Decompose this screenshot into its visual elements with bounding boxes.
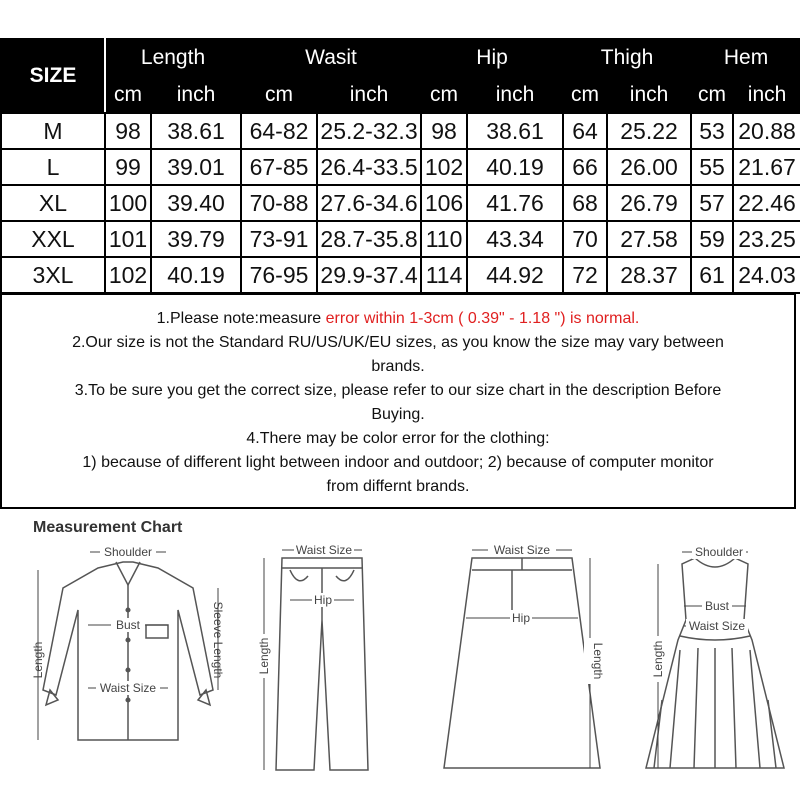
dress-waist-label: Waist Size bbox=[688, 619, 746, 633]
table-cell: 114 bbox=[421, 257, 467, 293]
table-cell: 20.88 bbox=[733, 113, 800, 149]
hip-group-header: Hip bbox=[421, 39, 563, 76]
table-cell: 29.9-37.4 bbox=[317, 257, 421, 293]
table-cell: 22.46 bbox=[733, 185, 800, 221]
table-cell: 73-91 bbox=[241, 221, 317, 257]
table-cell: 40.19 bbox=[151, 257, 241, 293]
table-row bbox=[1, 185, 800, 221]
unit-header: inch bbox=[467, 76, 563, 113]
unit-header: inch bbox=[317, 76, 421, 113]
table-cell: 100 bbox=[105, 185, 151, 221]
dress-length-label: Length bbox=[651, 640, 665, 678]
table-row bbox=[1, 221, 800, 257]
shirt-shoulder-label: Shoulder bbox=[103, 545, 153, 559]
pants-icon bbox=[250, 540, 380, 790]
table-cell: 67-85 bbox=[241, 149, 317, 185]
unit-header: inch bbox=[151, 76, 241, 113]
table-cell: 110 bbox=[421, 221, 467, 257]
dress-diagram bbox=[640, 540, 790, 790]
size-cell: XXL bbox=[1, 221, 105, 257]
length-group-header: Length bbox=[105, 39, 241, 76]
table-cell: 26.00 bbox=[607, 149, 691, 185]
table-cell: 28.37 bbox=[607, 257, 691, 293]
skirt-icon bbox=[432, 540, 612, 790]
skirt-hip-label: Hip bbox=[511, 611, 531, 625]
table-group-header-row bbox=[1, 39, 800, 76]
table-cell: 102 bbox=[421, 149, 467, 185]
unit-header: cm bbox=[563, 76, 607, 113]
size-column-header: SIZE bbox=[1, 39, 105, 113]
table-cell: 27.58 bbox=[607, 221, 691, 257]
table-cell: 70 bbox=[563, 221, 607, 257]
note-5-line-2: from differnt brands. bbox=[326, 478, 470, 495]
unit-header: cm bbox=[691, 76, 733, 113]
table-cell: 40.19 bbox=[467, 149, 563, 185]
shirt-diagram bbox=[28, 540, 228, 790]
table-row bbox=[1, 257, 800, 293]
dress-icon bbox=[640, 540, 790, 790]
pants-waist-label: Waist Size bbox=[295, 543, 353, 557]
table-cell: 38.61 bbox=[467, 113, 563, 149]
unit-header: inch bbox=[607, 76, 691, 113]
shirt-sleeve-label: Sleeve Length bbox=[211, 601, 225, 679]
table-cell: 72 bbox=[563, 257, 607, 293]
measurement-chart-title: Measurement Chart bbox=[33, 519, 183, 536]
table-cell: 23.25 bbox=[733, 221, 800, 257]
size-cell: 3XL bbox=[1, 257, 105, 293]
table-cell: 21.67 bbox=[733, 149, 800, 185]
hem-group-header: Hem bbox=[691, 39, 800, 76]
table-cell: 101 bbox=[105, 221, 151, 257]
table-cell: 57 bbox=[691, 185, 733, 221]
waist-group-header: Wasit bbox=[241, 39, 421, 76]
table-cell: 39.01 bbox=[151, 149, 241, 185]
note-1 bbox=[2, 307, 794, 331]
thigh-group-header: Thigh bbox=[563, 39, 691, 76]
skirt-waist-label: Waist Size bbox=[493, 543, 551, 557]
note-1-highlight: error within 1-3cm ( 0.39" - 1.18 ") is normal. bbox=[325, 310, 640, 327]
table-cell: 44.92 bbox=[467, 257, 563, 293]
table-cell: 25.2-32.3 bbox=[317, 113, 421, 149]
size-cell: L bbox=[1, 149, 105, 185]
note-3-line-2: Buying. bbox=[371, 406, 425, 423]
table-cell: 38.61 bbox=[151, 113, 241, 149]
table-cell: 106 bbox=[421, 185, 467, 221]
table-cell: 41.76 bbox=[467, 185, 563, 221]
note-2-line-1: 2.Our size is not the Standard RU/US/UK/EU sizes, as you know the size may vary between bbox=[72, 334, 724, 351]
table-cell: 25.22 bbox=[607, 113, 691, 149]
table-cell: 24.03 bbox=[733, 257, 800, 293]
table-row bbox=[1, 149, 800, 185]
table-cell: 28.7-35.8 bbox=[317, 221, 421, 257]
pants-length-label: Length bbox=[257, 637, 271, 675]
note-3-line-1: 3.To be sure you get the correct size, please refer to our size chart in the description Before bbox=[74, 382, 722, 399]
pants-diagram bbox=[250, 540, 380, 790]
note-1-text: 1.Please note:measure bbox=[156, 310, 326, 327]
table-row bbox=[1, 113, 800, 149]
note-5-line-1: 1) because of different light between indoor and outdoor; 2) because of computer monitor bbox=[82, 454, 714, 471]
table-cell: 39.79 bbox=[151, 221, 241, 257]
table-cell: 76-95 bbox=[241, 257, 317, 293]
skirt-length-label: Length bbox=[591, 642, 605, 680]
unit-header: cm bbox=[421, 76, 467, 113]
note-4: 4.There may be color error for the clothing: bbox=[246, 430, 550, 447]
table-cell: 64 bbox=[563, 113, 607, 149]
unit-header: cm bbox=[105, 76, 151, 113]
table-cell: 68 bbox=[563, 185, 607, 221]
table-cell: 102 bbox=[105, 257, 151, 293]
shirt-bust-label: Bust bbox=[115, 618, 141, 632]
unit-header: inch bbox=[733, 76, 800, 113]
table-cell: 55 bbox=[691, 149, 733, 185]
table-cell: 61 bbox=[691, 257, 733, 293]
note-2-line-2: brands. bbox=[371, 358, 425, 375]
table-cell: 98 bbox=[105, 113, 151, 149]
shirt-waist-label: Waist Size bbox=[99, 681, 157, 695]
size-cell: M bbox=[1, 113, 105, 149]
table-cell: 59 bbox=[691, 221, 733, 257]
notes-box bbox=[0, 293, 796, 509]
size-table bbox=[0, 38, 800, 294]
table-cell: 99 bbox=[105, 149, 151, 185]
table-cell: 53 bbox=[691, 113, 733, 149]
table-cell: 39.40 bbox=[151, 185, 241, 221]
pants-hip-label: Hip bbox=[313, 593, 333, 607]
table-cell: 66 bbox=[563, 149, 607, 185]
shirt-icon bbox=[28, 540, 228, 790]
table-cell: 64-82 bbox=[241, 113, 317, 149]
table-cell: 98 bbox=[421, 113, 467, 149]
dress-bust-label: Bust bbox=[704, 599, 730, 613]
table-cell: 27.6-34.6 bbox=[317, 185, 421, 221]
table-cell: 26.79 bbox=[607, 185, 691, 221]
shirt-length-label: Length bbox=[31, 641, 45, 679]
unit-header: cm bbox=[241, 76, 317, 113]
table-unit-header-row bbox=[1, 76, 800, 113]
size-cell: XL bbox=[1, 185, 105, 221]
table-cell: 26.4-33.5 bbox=[317, 149, 421, 185]
table-cell: 43.34 bbox=[467, 221, 563, 257]
skirt-diagram bbox=[432, 540, 612, 790]
dress-shoulder-label: Shoulder bbox=[694, 545, 744, 559]
table-cell: 70-88 bbox=[241, 185, 317, 221]
